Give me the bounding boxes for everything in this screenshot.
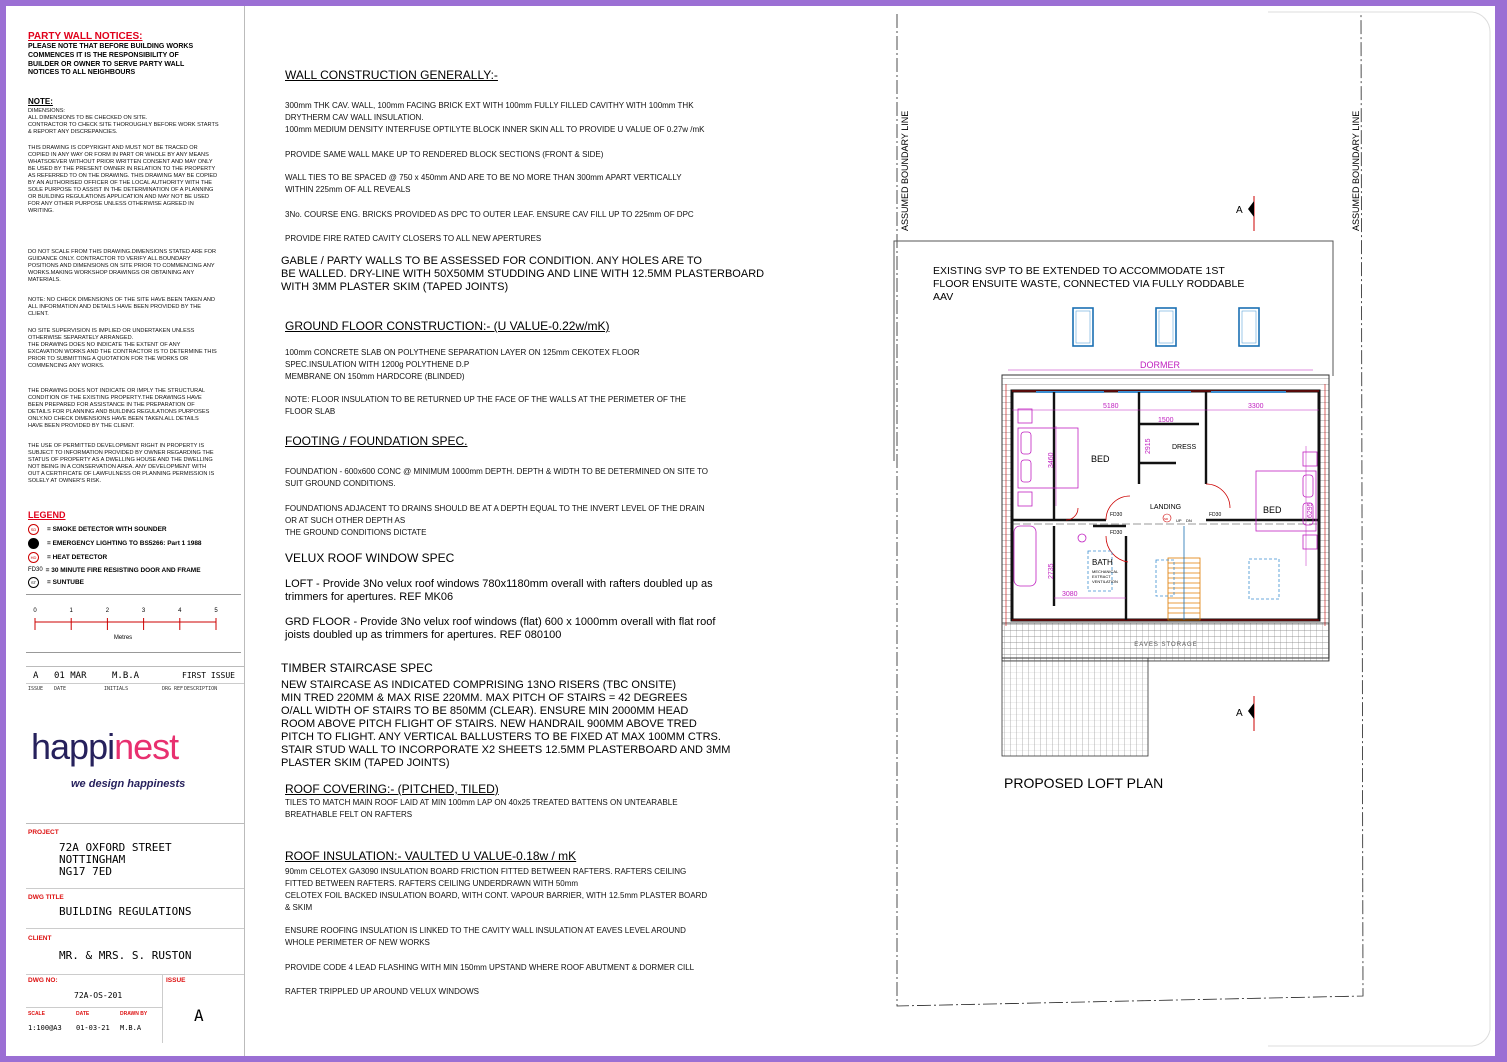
- date-label: DATE: [76, 1011, 90, 1017]
- divider: [26, 888, 244, 889]
- section-label-bottom: A: [1236, 708, 1243, 719]
- roof-insulation-spec-1: 90mm CELOTEX GA3090 INSULATION BOARD FRICTION FITTED BETWEEN RAFTERS. RAFTERS CEILING FITTED BETWEEN RAFTERS. RAFTERS CEILING UNDERDRAWN WITH 50mm CELOTEX FOIL BACKED INSULATION BOARD, WITH CONT. VAPOUR BARRIER, WITH 12.5mm PLASTER BOARD & SKIM: [285, 867, 708, 912]
- dwg-title-label: DWG TITLE: [28, 894, 64, 901]
- legend-item: [28, 576, 238, 589]
- velux-pane: [1159, 311, 1173, 343]
- title-block: [26, 823, 244, 1043]
- eaves-label: EAVES STORAGE: [1134, 642, 1198, 648]
- ground-spec-1: 100mm CONCRETE SLAB ON POLYTHENE SEPARATION LAYER ON 125mm CEKOTEX FLOOR SPEC.INSULATION WITH 1200g POLYTHENE D.P MEMBRANE ON 150mm HARDCORE (BLINDED): [285, 348, 640, 381]
- legend-label: = EMERGENCY LIGHTING TO BS5266: Part 1 1988: [47, 539, 202, 547]
- dormer-label: DORMER: [1140, 360, 1180, 370]
- divider: [26, 928, 244, 929]
- note-structural: THE DRAWING DOES NOT INDICATE OR IMPLY THE STRUCTURAL CONDITION OF THE EXISTING PROPERTY.THE DRAWINGS HAVE BEEN PREPARED FOR ASSISTANCE IN THE PREPARATION OF DETAILS FOR PLANNING AND BUILDING REGULATIONS PURPOSES ONLY.NO CHECK DIMENSIONS HAVE BEEN TAKEN.ALL DETAILS HAVE BEEN PROVIDED BY THE CLIENT.: [28, 388, 210, 429]
- wall-heading: WALL CONSTRUCTION GENERALLY:-: [285, 68, 498, 82]
- svp-note-line: AAV: [933, 291, 954, 303]
- scale-tick-label: 0: [33, 608, 37, 614]
- dim-2915: 2915: [1145, 438, 1152, 454]
- legend-label: = 30 MINUTE FIRE RESISTING DOOR AND FRAME: [45, 566, 201, 574]
- roof-insulation-heading: ROOF INSULATION:- VAULTED U VALUE-0.18w / mK: [285, 849, 577, 863]
- legend-item: [28, 564, 238, 576]
- title-column-border: [244, 6, 245, 1056]
- dim-3300: 3300: [1248, 403, 1264, 410]
- legend-title: LEGEND: [28, 510, 66, 520]
- brand-tagline: we design happinests: [71, 778, 186, 790]
- legend-item: [28, 550, 238, 564]
- rev-letter: A: [33, 671, 39, 681]
- section-arrow-top: [1248, 201, 1254, 217]
- smoke-detector-icon: SD: [28, 524, 39, 535]
- scale-tick-label: 3: [141, 608, 146, 614]
- date-value: 01-03-21: [76, 1024, 110, 1032]
- section-label-top: A: [1236, 205, 1243, 216]
- section-arrow-bottom: [1248, 703, 1254, 719]
- scale-value: 1:100@A3: [28, 1024, 62, 1032]
- roof-insulation-spec-2: ENSURE ROOFING INSULATION IS LINKED TO THE CAVITY WALL INSULATION AT EAVES LEVEL AROUND WHOLE PERIMETER OF NEW WORKS: [285, 926, 686, 947]
- client-label: CLIENT: [28, 935, 52, 942]
- divider: [26, 974, 244, 975]
- dwg-no: 72A-OS-201: [74, 991, 123, 1000]
- dim-3080: 3080: [1062, 591, 1078, 598]
- dim-6295: 6295: [1307, 502, 1314, 518]
- rev-initials: M.B.A: [112, 671, 140, 681]
- note-supervision: NO SITE SUPERVISION IS IMPLIED OR UNDERTAKEN UNLESS OTHERWISE SEPARATELY ARRANGED. THE DRAWING DOES NO INDICATE THE EXTENT OF ANY EXCAVATION WORKS AND THE CONTRACTOR IS TO DETERMINE THIS PRIOR TO SUBMITTING A QUOTATION FOR THE WORKS OR COMMENCING ANY WORKS.: [28, 328, 217, 369]
- svp-note-line: FLOOR ENSUITE WASTE, CONNECTED VIA FULLY RODDABLE: [933, 278, 1245, 290]
- sheet-frame: [1268, 10, 1493, 1050]
- smoke-detector-label: SD: [1164, 517, 1169, 521]
- lower-roof-hatch: [1002, 658, 1148, 756]
- client-name: MR. & MRS. S. RUSTON: [59, 949, 192, 962]
- stair-heading: TIMBER STAIRCASE SPEC: [281, 661, 433, 675]
- roof-insulation-spec-4: RAFTER TRIPPLED UP AROUND VELUX WINDOWS: [285, 987, 479, 996]
- stair-up-label: UP: [1176, 518, 1182, 523]
- roof-insulation-spec-3: PROVIDE CODE 4 LEAD FLASHING WITH MIN 150mm UPSTAND WHERE ROOF ABUTMENT & DORMER CILL: [285, 963, 695, 972]
- footing-spec-1: FOUNDATION - 600x600 CONC @ MINIMUM 1000mm DEPTH. DEPTH & WIDTH TO BE DETERMINED ON SITE TO SUIT GROUND CONDITIONS.: [285, 467, 708, 488]
- scale-tick-label: 5: [214, 608, 218, 614]
- legend-list: [28, 522, 238, 589]
- divider: [162, 974, 163, 1043]
- roof-covering-spec: TILES TO MATCH MAIN ROOF LAID AT MIN 100mm LAP ON 40x25 TREATED BATTENS ON UNTEARABLE BREATHABLE FELT ON RAFTERS: [285, 798, 678, 819]
- room-bath: BATH: [1092, 558, 1113, 567]
- wall-spec-5: PROVIDE FIRE RATED CAVITY CLOSERS TO ALL NEW APERTURES: [285, 234, 542, 243]
- room-landing: LANDING: [1150, 504, 1182, 511]
- legend-label: = SMOKE DETECTOR WITH SOUNDER: [47, 525, 167, 533]
- velux-heading: VELUX ROOF WINDOW SPEC: [285, 551, 455, 565]
- dwg-title: BUILDING REGULATIONS: [59, 905, 192, 918]
- note-scale: DO NOT SCALE FROM THIS DRAWING.DIMENSIONS STATED ARE FOR GUIDANCE ONLY. CONTRACTOR TO VERIFY ALL BOUNDARY POSITIONS AND DIMENSIONS ON SITE PRIOR TO COMMENCING ANY WORKS.MAKING WORKSHOP DRAWINGS OR OBTAINING ANY MATERIALS.: [28, 249, 217, 283]
- issue-label: ISSUE: [166, 977, 186, 984]
- project-address: 72A OXFORD STREET NOTTINGHAM NG17 7ED: [59, 841, 172, 878]
- divider: [26, 1007, 162, 1008]
- scale-tick-label: 2: [105, 608, 110, 614]
- roof-covering-heading: ROOF COVERING:- (PITCHED, TILED): [285, 782, 499, 796]
- scale-tick-label: 4: [178, 608, 182, 614]
- project-label: PROJECT: [28, 829, 59, 836]
- rev-col-issue: ISSUE: [28, 686, 44, 692]
- wall-spec-3: WALL TIES TO BE SPACED @ 750 x 450mm AND ARE TO BE NO MORE THAN 300mm APART VERTICALLY WITHIN 225mm OF ALL REVEALS: [285, 173, 682, 194]
- scale-label: SCALE: [28, 1011, 45, 1017]
- note-title: NOTE:: [28, 97, 53, 106]
- velux-spec-2: GRD FLOOR - Provide 3No velux roof windows (flat) 600 x 1000mm overall with flat roof joists doubled up as trimmers for apertures. REF 080100: [285, 616, 716, 641]
- rev-col-ref: DRG REF: [162, 686, 184, 692]
- rev-col-desc: DESCRIPTION: [184, 686, 218, 692]
- plan-title: PROPOSED LOFT PLAN: [1004, 775, 1164, 791]
- footing-spec-2: FOUNDATIONS ADJACENT TO DRAINS SHOULD BE AT A DEPTH EQUAL TO THE INVERT LEVEL OF THE DRAIN OR AT SUCH OTHER DEPTH AS THE GROUND CONDITIONS DICTATE: [285, 504, 705, 537]
- wall-spec-4: 3No. COURSE ENG. BRICKS PROVIDED AS DPC TO OUTER LEAF. ENSURE CAV FILL UP TO 225mm OF DPC: [285, 210, 694, 219]
- velux-pane: [1076, 311, 1090, 343]
- bath-note-line: EXTRACT: [1092, 574, 1111, 579]
- fire-door-label: FD30: [1110, 512, 1123, 518]
- fire-door-label: FD30: [1209, 512, 1222, 518]
- gable-spec: GABLE / PARTY WALLS TO BE ASSESSED FOR CONDITION. ANY HOLES ARE TO BE WALLED. DRY-LINE WITH 50X50MM STUDDING AND LINE WITH 12.5MM PLASTERBOARD WITH 3MM PLASTER SKIM (TAPED JOINTS): [281, 255, 765, 293]
- velux-windows: [1073, 308, 1259, 346]
- scale-unit: Metres: [113, 635, 133, 641]
- dim-5180: 5180: [1103, 403, 1119, 410]
- stair-spec: NEW STAIRCASE AS INDICATED COMPRISING 13NO RISERS (TBC ONSITE) MIN TRED 220MM & MAX RISE 220MM. MAX PITCH OF STAIRS = 42 DEGREES O/ALL WIDTH OF STAIRS TO BE 850MM (CLEAR). ENSURE MIN 2000MM HEAD ROOM ABOVE PITCH FLIGHT OF STAIRS. NEW HANDRAIL 900MM ABOVE TRED PITCH TO FLIGHT. ANY VERTICAL BALLUSTERS TO BE FIXED AT MAX 100MM CTRS. STAIR STUD WALL TO INCORPORATE X2 SHEETS 12.5MM PLASTERBOARD AND 3MM PLASTER SKIM (TAPED JOINTS): [281, 679, 731, 769]
- bath-note-line: VENTILATION: [1092, 579, 1118, 584]
- legend-item: [28, 536, 238, 550]
- divider: [26, 652, 241, 653]
- fire-door-icon: FD30: [28, 567, 43, 573]
- rev-col-initials: INITIALS: [104, 686, 129, 692]
- suntube-icon: ST: [28, 577, 39, 588]
- note-dimensions: DIMENSIONS: ALL DIMENSIONS TO BE CHECKED ON SITE. CONTRACTOR TO CHECK SITE THOROUGHLY BEFORE WORK STARTS & REPORT ANY DISCREPANCIES.: [28, 108, 219, 135]
- drawn-value: M.B.A: [120, 1024, 142, 1032]
- happinest-logo: happinest: [31, 726, 179, 767]
- svp-note-line: EXISTING SVP TO BE EXTENDED TO ACCOMMODATE 1ST: [933, 265, 1225, 277]
- velux-spec-1: LOFT - Provide 3No velux roof windows 780x1180mm overall with rafters doubled up as trimmers for apertures. REF MK06: [285, 578, 713, 603]
- note-check: NOTE: NO CHECK DIMENSIONS OF THE SITE HAVE BEEN TAKEN AND ALL INFORMATION AND DETAILS HAVE BEEN PROVIDED BY THE CLIENT.: [28, 297, 216, 317]
- rev-desc: FIRST ISSUE: [182, 671, 235, 680]
- boundary-label-left: ASSUMED BOUNDARY LINE: [900, 110, 910, 231]
- issue-letter: A: [194, 1006, 204, 1025]
- scale-bar: [26, 602, 226, 642]
- wall-spec-1: 300mm THK CAV. WALL, 100mm FACING BRICK EXT WITH 100mm FULLY FILLED CAVITHY WITH 100mm THK DRYTHERM CAV WALL INSULATION. 100mm MEDIUM DENSITY INTERFUSE OPTILYTE BLOCK INNER SKIN ALL TO PROVIDE U VALUE OF 0.27w /mK: [285, 101, 705, 134]
- legend-label: = HEAT DETECTOR: [47, 553, 108, 561]
- heat-detector-icon: HD: [28, 552, 39, 563]
- room-bed-1: BED: [1091, 454, 1110, 464]
- drawn-label: DRAWN BY: [120, 1011, 148, 1017]
- scale-tick-label: 1: [69, 608, 73, 614]
- boundary-label-right: ASSUMED BOUNDARY LINE: [1351, 110, 1361, 231]
- velux-pane: [1242, 311, 1256, 343]
- legend-label: = SUNTUBE: [47, 579, 85, 586]
- rev-date: 01 MAR: [54, 671, 87, 681]
- room-dress: DRESS: [1172, 444, 1197, 451]
- legend-item: [28, 522, 238, 536]
- divider: [26, 594, 241, 595]
- footing-heading: FOOTING / FOUNDATION SPEC.: [285, 434, 468, 448]
- room-bed-2: BED: [1263, 505, 1282, 515]
- fire-door-label: FD30: [1110, 530, 1123, 536]
- emergency-light-icon: [28, 538, 39, 549]
- party-wall-title: PARTY WALL NOTICES:: [28, 31, 143, 42]
- revision-table: [26, 666, 244, 697]
- drawing-sheet: [6, 6, 1495, 1056]
- bath-note-line: MECHANICAL: [1092, 569, 1119, 574]
- ground-heading: GROUND FLOOR CONSTRUCTION:- (U VALUE-0.22w/mK): [285, 319, 610, 333]
- dim-2735: 2735: [1048, 563, 1055, 579]
- party-wall-body: PLEASE NOTE THAT BEFORE BUILDING WORKS COMMENCES IT IS THE RESPONSIBILITY OF BUILDER OR OWNER TO SERVE PARTY WALL NOTICES TO ALL NEIGHBOURS: [28, 43, 194, 77]
- note-copyright: THIS DRAWING IS COPYRIGHT AND MUST NOT BE TRACED OR COPIED IN ANY WAY OR FORM IN PART OR WHOLE BY ANY MEANS WHATSOEVER WITHOUT PRIOR WRITTEN CONSENT AND MAY ONLY BE USED BY THE PRESENT OWNER IN RELATION TO THE PROPERTY AS REFERRED TO ON THE DRAWING. THIS DRAWING MAY BE COPIED BY AN AUTHORISED OFFICER OF THE LOCAL AUTHORITY WITH THE SOLE PURPOSE TO ASSIST IN THE DETERMINATION OF A PLANNING OR BUILDING REGULATIONS APPLICATION AND MAY NOT BE USED FOR ANY OTHER PURPOSE UNLESS OTHERWISE AGREED IN WRITING.: [28, 145, 218, 214]
- divider: [26, 683, 244, 684]
- note-permitted: THE USE OF PERMITTED DEVELOPMENT RIGHT IN PROPERTY IS SUBJECT TO INFORMATION PROVIDED BY OWNER REGARDING THE STATUS OF PROPERTY AS A DWELLING HOUSE AND THE DWELLING NOT BEING IN A CONSERVATION AREA. ANY DEVELOPMENT WITH OUT A CERTIFICATE OF LAWFULNESS OR PLANNING PERMISSION IS SOLELY AT OWNER'S RISK.: [28, 443, 215, 484]
- dim-1500: 1500: [1158, 417, 1174, 424]
- dwg-no-label: DWG NO:: [28, 977, 58, 984]
- wall-spec-2: PROVIDE SAME WALL MAKE UP TO RENDERED BLOCK SECTIONS (FRONT & SIDE): [285, 150, 604, 159]
- stair-down-label: DN: [1186, 518, 1192, 523]
- svp-note: [933, 265, 1247, 303]
- rev-col-date: DATE: [54, 686, 67, 692]
- ground-spec-2: NOTE: FLOOR INSULATION TO BE RETURNED UP THE FACE OF THE WALLS AT THE PERIMETER OF THE FLOOR SLAB: [285, 395, 686, 416]
- dim-3460: 3460: [1048, 452, 1055, 468]
